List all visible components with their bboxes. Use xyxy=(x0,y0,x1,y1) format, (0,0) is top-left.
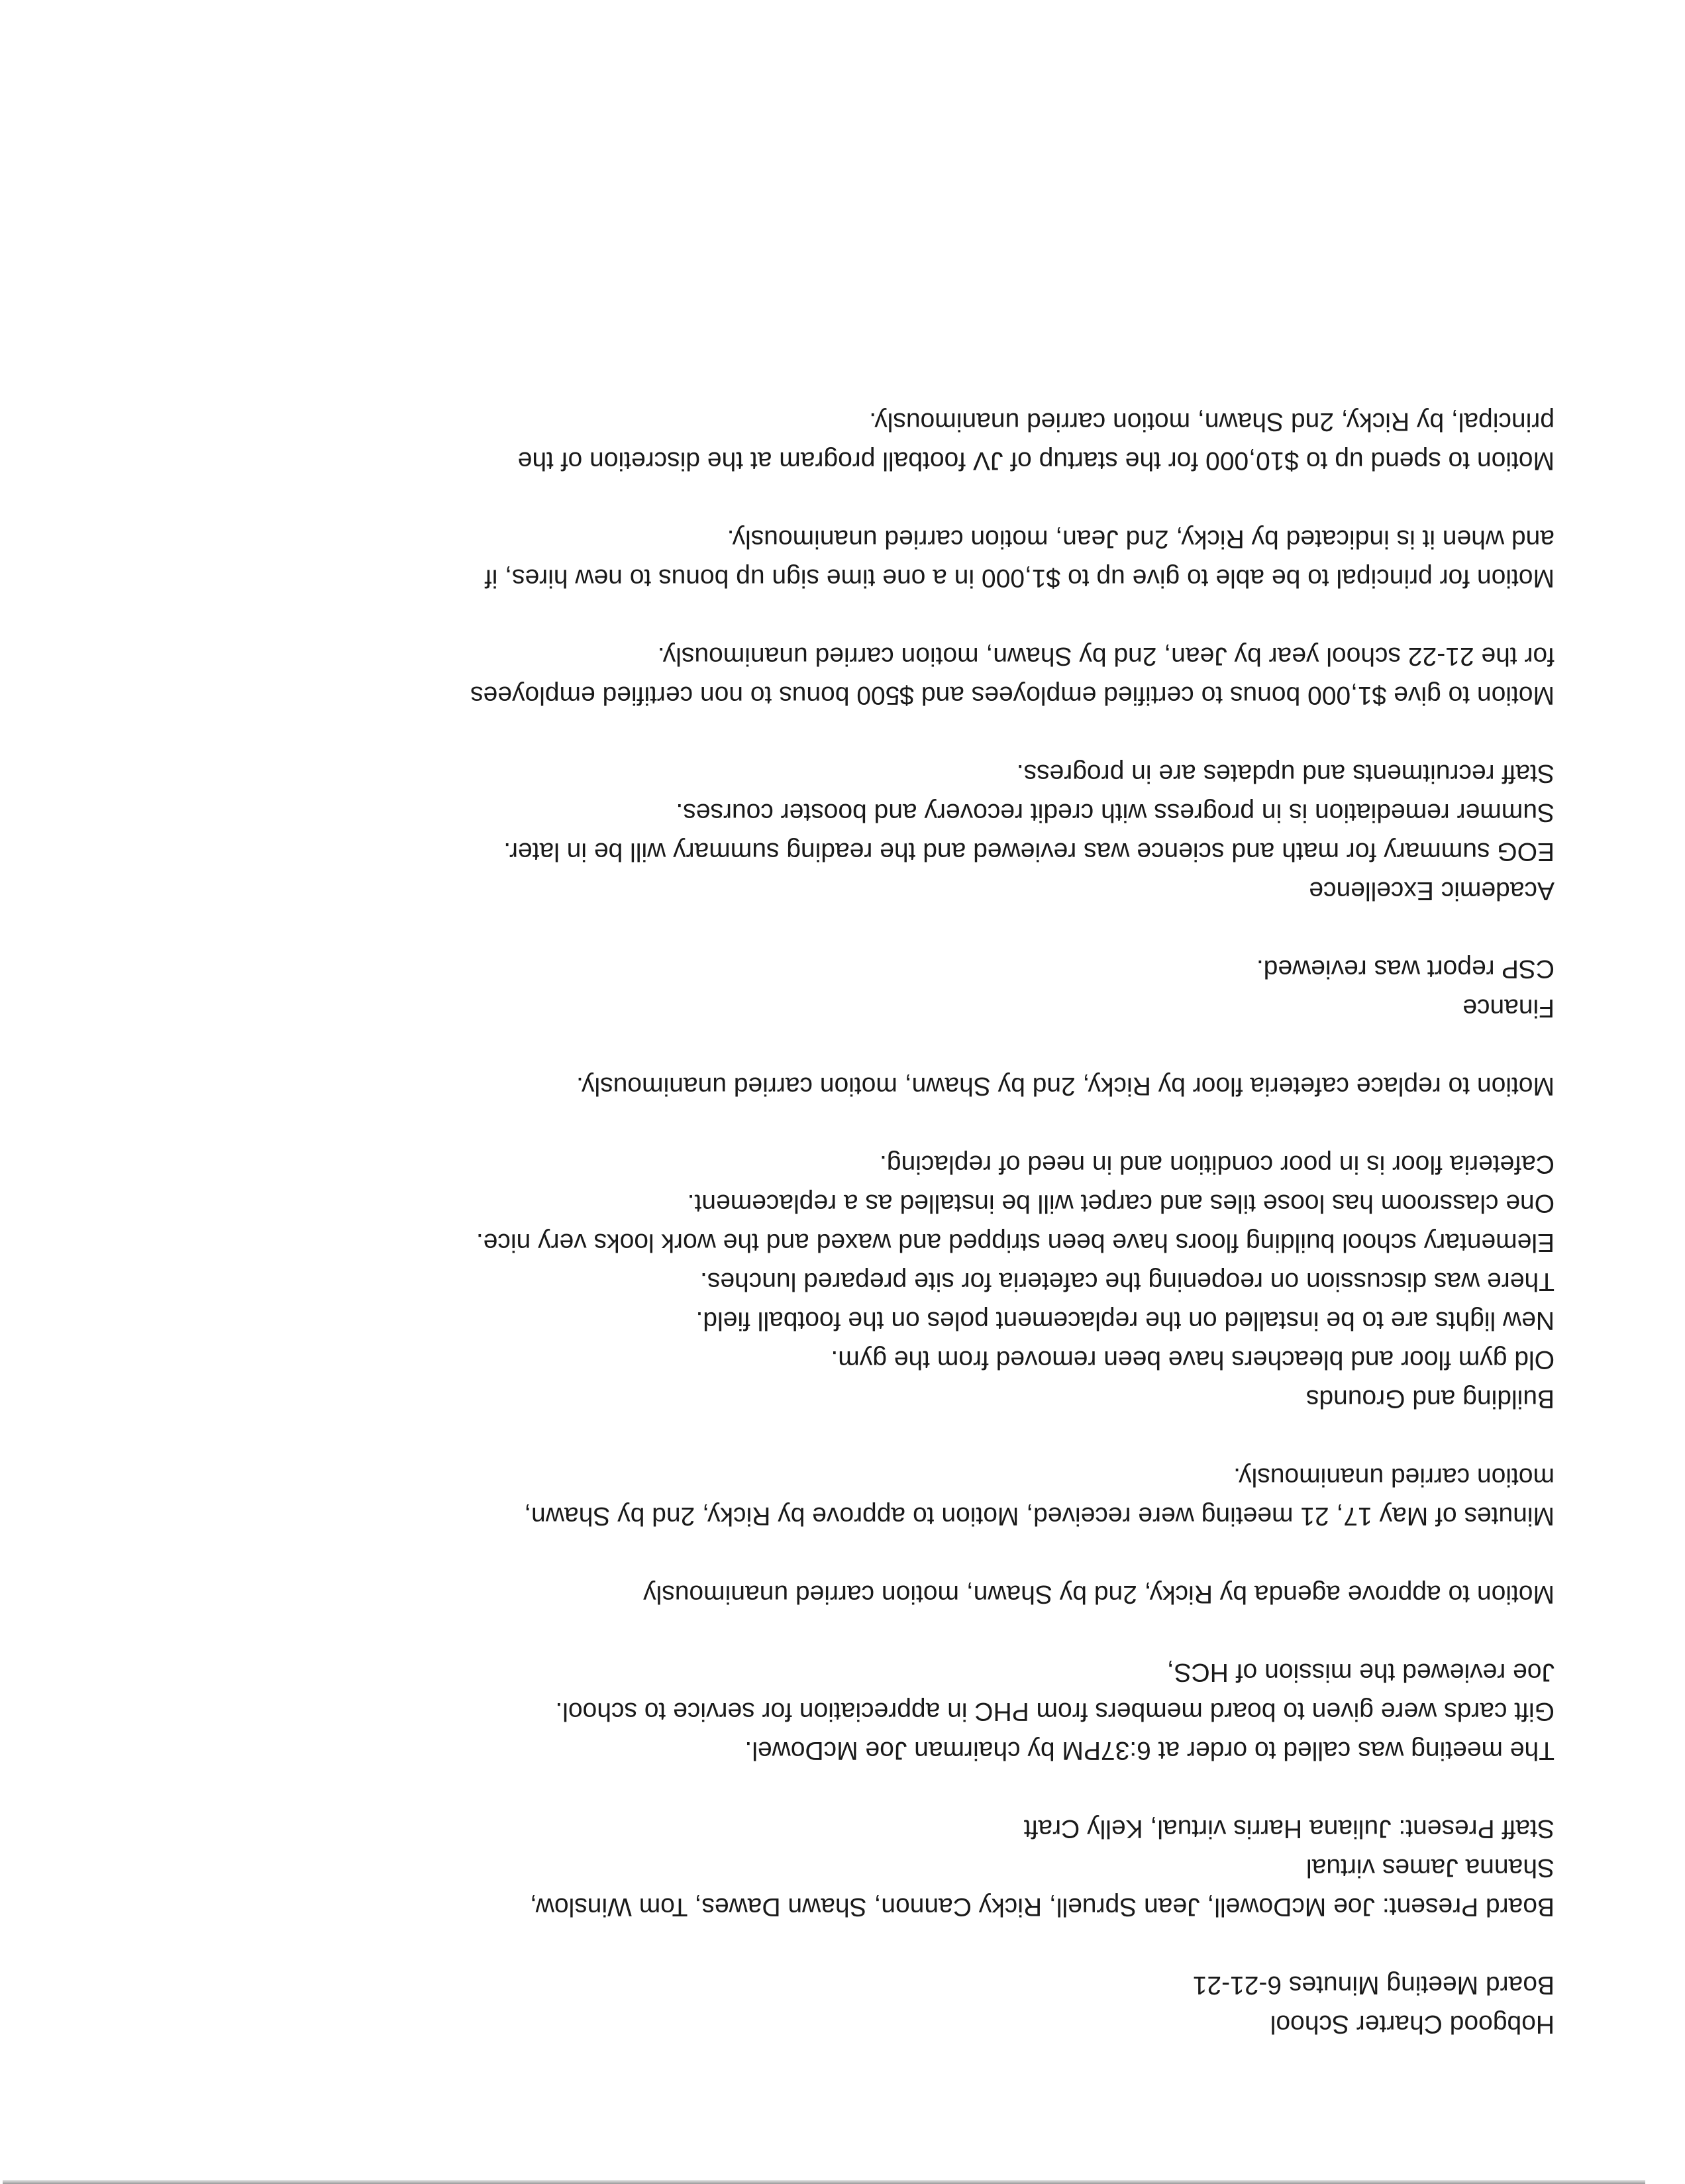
staff-present: Staff Present: Juliana Harris virtual, Kelly Craft xyxy=(1023,1814,1555,1843)
section-heading-academic: Academic Excellence xyxy=(1309,876,1555,905)
section-heading-building: Building and Grounds xyxy=(1305,1384,1555,1413)
bonus-motion-line-1: Motion to give $1,000 bonus to certified employees and $500 bonus to non certified employees xyxy=(470,681,1555,709)
scan-edge xyxy=(3,2180,1645,2184)
football-motion-line-1: Motion to spend up to $10,000 for the startup of JV football program at the discretion of the xyxy=(517,446,1555,475)
opening-line: Gift cards were given to board members from PHC in appreciation for service to school. xyxy=(555,1697,1555,1726)
building-item: Old gym floor and bleachers have been removed from the gym. xyxy=(831,1345,1555,1374)
signup-bonus-motion-line-1: Motion for principal to be able to give up to $1,000 in a one time sign up bonus to new hires, if xyxy=(484,564,1555,592)
school-name: Hobgood Charter School xyxy=(1270,2010,1555,2038)
building-item: Elementary school building floors have been stripped and waxed and the work looks very nice. xyxy=(476,1228,1555,1257)
agenda-motion: Motion to approve agenda by Ricky, 2nd by Shawn, motion carried unanimously xyxy=(643,1580,1555,1608)
minutes-motion-line-2: motion carried unanimously. xyxy=(1233,1463,1555,1491)
football-motion-line-2: principal, by Ricky, 2nd Shawn, motion carried unanimously. xyxy=(869,407,1555,436)
minutes-document xyxy=(124,402,1555,2044)
signup-bonus-motion-line-2: and when it is indicated by Ricky, 2nd Jean, motion carried unanimously. xyxy=(727,525,1555,553)
bonus-motion-line-2: for the 21-22 school year by Jean, 2nd by Shawn, motion carried unanimously. xyxy=(657,642,1555,670)
board-present-line-1: Board Present: Joe McDowell, Jean Spruell, Ricky Cannon, Shawn Dawes, Tom Winslow, xyxy=(530,1893,1555,1921)
board-present-line-2: Shanna James virtual xyxy=(1305,1853,1555,1882)
section-heading-finance: Finance xyxy=(1462,994,1555,1022)
opening-line: Joe reviewed the mission of HCS, xyxy=(1166,1658,1555,1687)
building-item: One classroom has loose tiles and carpet will be installed as a replacement. xyxy=(687,1189,1555,1218)
document-title: Board Meeting Minutes 6-21-21 xyxy=(1192,1971,1555,1999)
opening-line: The meeting was called to order at 6:37PM by chairman Joe McDowel. xyxy=(744,1736,1555,1765)
building-item: New lights are to be installed on the replacement poles on the football field. xyxy=(695,1306,1555,1335)
building-motion: Motion to replace cafeteria floor by Ricky, 2nd by Shawn, motion carried unanimously. xyxy=(576,1072,1555,1100)
building-item: There was discussion on reopening the cafeteria for site prepared lunches. xyxy=(700,1267,1555,1296)
academic-item: Staff recruitments and updates are in progress. xyxy=(1016,759,1555,788)
building-item: Cafeteria floor is in poor condition and in need of replacing. xyxy=(880,1150,1555,1178)
academic-item: EOG summary for math and science was reviewed and the reading summary will be in later. xyxy=(503,837,1555,866)
academic-item: Summer remediation is in progress with credit recovery and booster courses. xyxy=(676,798,1555,827)
finance-item: CSP report was reviewed. xyxy=(1256,955,1555,983)
minutes-motion-line-1: Minutes of May 17, 21 meeting were received, Motion to approve by Ricky, 2nd by Shawn, xyxy=(524,1502,1555,1530)
